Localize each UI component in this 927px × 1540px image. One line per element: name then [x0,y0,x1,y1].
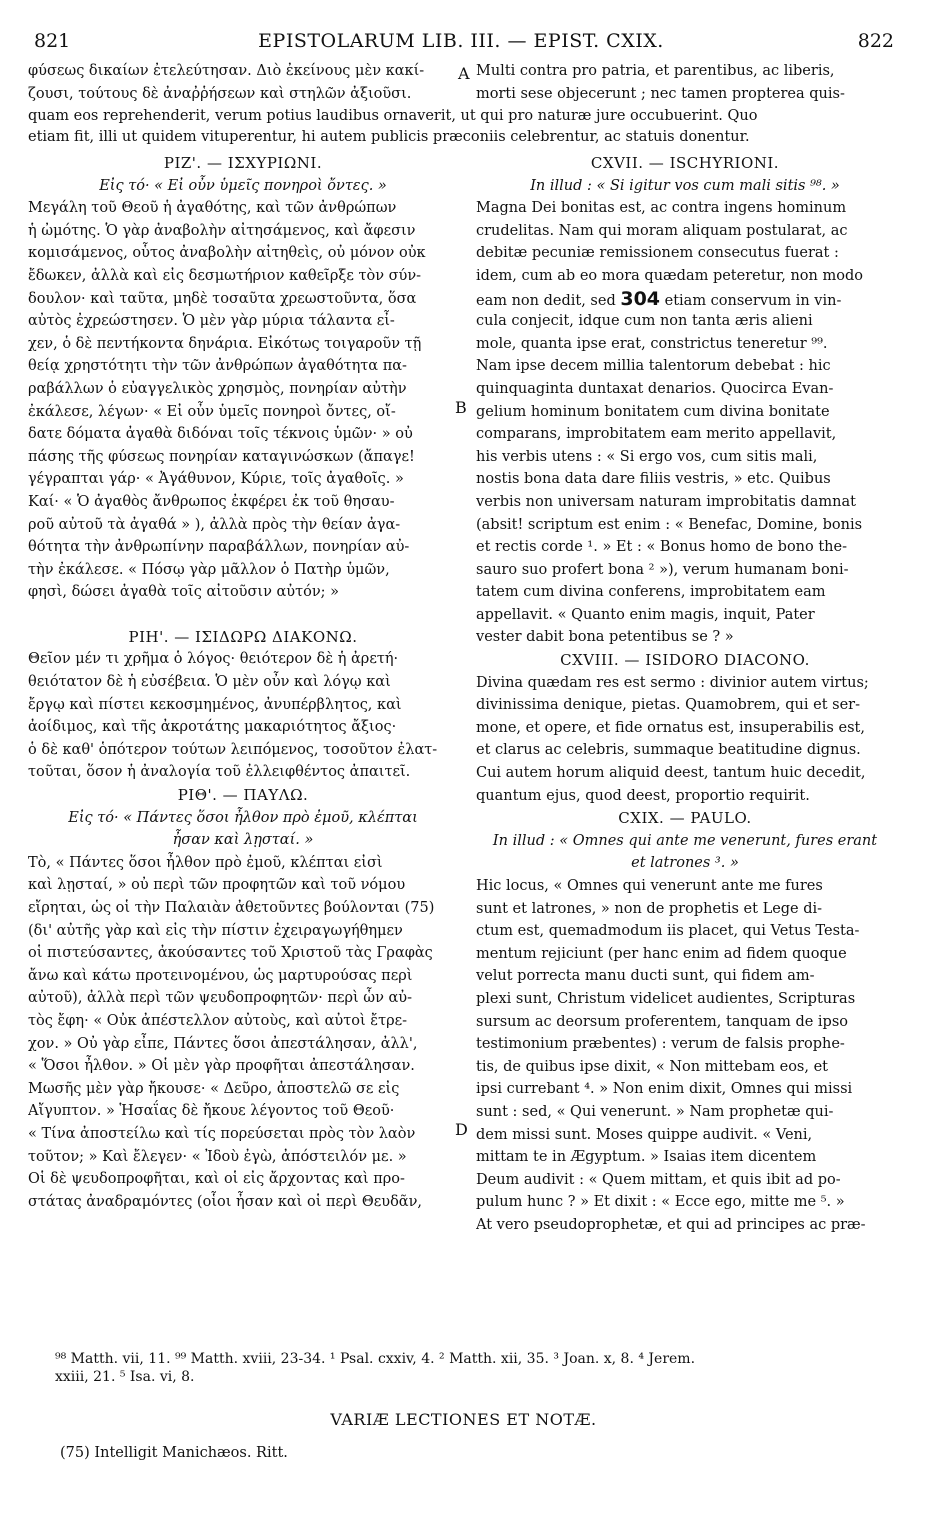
text-line: vester dabit bona petentibus se ? » [476,629,734,646]
greek-column [28,152,458,1213]
text-line: Nam ipse decem millia talentorum debebat : hic [476,358,831,375]
text-line: θότητα τὴν ἀνθρωπίνην παραβάλλων, πονηρίαν αὐ- [28,539,410,556]
top-full-width-text [28,106,894,148]
text-line: ροῦ αὐτοῦ τὰ ἀγαθά » ), ἀλλὰ πρὸς τὴν θείαν ἀγα- [28,516,401,533]
text-line: ipsi currebant ⁴. » Non enim dixit, Omnes qui missi [476,1081,853,1098]
text-line: Οἱ δὲ ψευδοπροφῆται, καὶ οἱ εἰς ἄρχοντας καὶ προ- [28,1171,405,1188]
margin-letter-b: B [455,398,467,417]
text-line: οἱ πιστεύσαντες, ἀκούσαντες τοῦ Χριστοῦ τὰς Γραφὰς [28,945,433,962]
text-line: πάσης τῆς φύσεως πονηρίαν καταγινώσκων (ἄπαγε! [28,448,415,465]
text-line: χεν, ὁ δὲ πεντήκοντα δηνάρια. Εἰκότως τοιγαροῦν τῇ [28,335,422,352]
variae-lectiones-title: VARIÆ LECTIONES ET NOTÆ. [330,1410,597,1429]
letter-title-117-greek: PIZ'. — ΙΣΧΥΡΙΩΝΙ. [163,154,323,172]
letter-body-118-greek [28,648,458,784]
text-line: testimonium præbentes) : verum de falsis prophe- [476,1036,845,1053]
page-header [28,30,894,58]
text-line: ραβάλλων ὁ εὐαγγελικὸς χρησμὸς, πονηρίαν αὐτὴν [28,380,407,397]
text-line: ctum est, quemadmodum iis placet, qui Vetus Testa- [476,923,860,940]
margin-letter-d: D [455,1120,468,1139]
text-line: sunt et latrones, » non de prophetis et Lege di- [476,900,823,917]
text-line: τοῦται, ὅσον ἡ ἀναλογία τοῦ ἐλλειφθέντος ἀπαιτεῖ. [28,764,411,781]
letter-title-119-latin: CXIX. — PAULO. [618,809,752,828]
text-line: ἔργῳ καὶ πίστει κεκοσμημένος, ἀνυπέρβλητος, καὶ [28,696,402,713]
text-line: Μωσῆς μὲν γὰρ ἤκουσε· « Δεῦρο, ἀποστελῶ σε εἰς [28,1080,400,1097]
text-line: dem missi sunt. Moses quippe audivit. « Veni, [476,1126,813,1143]
running-title: EPISTOLARUM LIB. III. — EPIST. CXIX. [258,30,664,52]
text-line: idem, cum ab eo mora quædam peteretur, non modo [476,267,863,284]
letter-body-117-greek [28,197,458,604]
text-line: (absit! scriptum est enim : « Benefac, Domine, bonis [476,516,863,533]
page-number-right: 822 [857,30,894,52]
letter-subtitle-117-latin: In illud : « Si igitur vos cum mali sitis ⁹⁸. » [530,177,840,194]
footnote-line: ⁹⁸ Matth. vii, 11. ⁹⁹ Matth. xviii, 23-34. ¹ Psal. cxxiv, 4. ² Matth. xii, 35. ³ Joan. x, 8. ⁴ Jerem. [55,1351,696,1367]
text-line: (δι' αὐτῆς γὰρ καὶ εἰς τὴν πίστιν ἐχειραγωγήθημεν [28,922,403,939]
text-line: ἐκάλεσε, λέγων· « Εἰ οὖν ὑμεῖς πονηροὶ ὄντες, οἴ- [28,403,396,420]
text-line: Αἴγυπτον. » Ἡσαΐας δὲ ἤκουε λέγοντος τοῦ Θεοῦ· [28,1103,395,1120]
text-line: sauro suo profert bona ² »), verum humanam boni- [476,561,849,578]
text-line: mone, et opere, et fide ornatus est, insuperabilis est, [476,719,865,736]
text-line: Multi contra pro patria, et parentibus, ac liberis, [476,63,835,79]
text-line: θειότατον δὲ ἡ εὐσέβεια. Ὁ μὲν οὖν καὶ λόγῳ καὶ [28,674,391,691]
letter-subtitle-119-greek-cont: ἦσαν καὶ λῃσταί. » [172,832,314,849]
text-line: sunt : sed, « Qui venerunt. » Nam prophetæ qui- [476,1103,834,1120]
footnote-line: xxiii, 21. ⁵ Isa. vi, 8. [55,1369,195,1385]
letter-title-118-latin: CXVIII. — ISIDORO DIACONO. [560,651,810,670]
text-line: τοῦτον; » Καὶ ἔλεγεν· « Ἰδοὺ ἐγὼ, ἀπόστειλόν με. » [28,1148,407,1165]
text-line: « Τίνα ἀποστείλω καὶ τίς πορεύσεται πρὸς τὸν λαὸν [28,1125,416,1142]
text-line: γέγραπται γάρ· « Ἀγάθυνον, Κύριε, τοῖς ἀγαθοῖς. » [28,471,404,488]
text-line: mittam te in Ægyptum. » Isaias item dicentem [476,1149,817,1166]
text-line: pulum hunc ? » Et dixit : « Ecce ego, mitte me ⁵. » [476,1194,845,1211]
letter-subtitle-119-latin: In illud : « Omnes qui ante me venerunt, fures erant [492,832,878,849]
letter-subtitle-119-greek: Εἰς τό· « Πάντες ὅσοι ἦλθον πρὸ ἐμοῦ, κλέπται [68,809,418,826]
text-line: Μεγάλη τοῦ Θεοῦ ἡ ἀγαθότης, καὶ τῶν ἀνθρώπων [28,200,397,217]
text-line: plexi sunt, Christum videlicet audientes, Scripturas [476,990,856,1007]
top-left-continuation [28,60,458,105]
text-line: cula conjecit, idque cum non tanta æris alieni [476,313,813,330]
text-line: εἴρηται, ὡς οἱ τὴν Παλαιὰν ἀθετοῦντες βούλονται (75) [28,900,435,916]
text-line: φησὶ, δώσει ἀγαθὰ τοῖς αἰτοῦσιν αὐτόν; » [28,584,340,601]
top-right-continuation [476,60,894,105]
text-line: appellavit. « Quanto enim magis, inquit, Pater [476,606,815,623]
letter-subtitle-119-latin-cont: et latrones ³. » [631,855,739,872]
text-line: crudelitas. Nam qui moram aliquam postularat, ac [476,222,848,239]
text-line: αὐτοῦ), ἀλλὰ περὶ τῶν ψευδοπροφητῶν· περὶ ὧν αὐ- [28,990,413,1007]
text-line: divinissima denique, pietas. Quamobrem, qui et ser- [476,697,860,714]
text-line: ἀοίδιμος, καὶ τῆς ἀκροτάτης μακαριότητος ἄξιος· [28,719,397,736]
text-line: ἄνω καὶ κάτω προτεινομένου, ὡς μαρτυρούσας περὶ [28,967,413,984]
latin-column [476,152,894,1237]
letter-title-119-greek: PIΘ'. — ΠΑΥΛΩ. [177,786,309,805]
text-line: morti sese objecerunt ; nec tamen propterea quis- [476,85,845,102]
column-page-marker: 304 [620,287,661,310]
text-line: velut porrecta manu ducti sunt, qui fidem am- [476,968,815,985]
text-line: τὴν ἐκάλεσε. « Πόσῳ γὰρ μᾶλλον ὁ Πατὴρ ὑμῶν, [28,561,390,578]
text-line: Cui autem horum aliquid deest, tantum huic decedit, [476,765,866,782]
text-line: στάτας ἀναδραμόντες (οἷοι ἦσαν καὶ οἱ περὶ Θευδᾶν, [28,1193,423,1210]
text-line: comparans, improbitatem eam merito appellavit, [476,426,837,443]
text-line: Καί· « Ὁ ἀγαθὸς ἄνθρωπος ἐκφέρει ἐκ τοῦ θησαυ- [28,493,395,510]
text-line: Τὸ, « Πάντες ὅσοι ἦλθον πρὸ ἐμοῦ, κλέπται εἰσὶ [28,854,383,871]
text-line: αὐτὸς ἐχρεώστησεν. Ὁ μὲν γὰρ μύρια τάλαντα εἶ- [28,313,395,330]
text-line: τὸς ἔφη· « Οὐκ ἀπέστελλον αὐτοὺς, καὶ αὐτοὶ ἔτρε- [28,1012,408,1029]
text-line: gelium hominum bonitatem cum divina bonitate [476,403,830,420]
text-line: his verbis utens : « Si ergo vos, cum sitis mali, [476,448,818,465]
text-line: mentum rejiciunt (per hanc enim ad fidem quoque [476,945,847,962]
letter-title-117-latin: CXVII. — ISCHYRIONI. [590,154,780,172]
letter-body-119-latin [476,875,894,1237]
text-line: et clarus ac celebris, summaque beatitudine dignus. [476,742,861,759]
text-line: Deum audivit : « Quem mittam, et quis ibit ad po- [476,1171,841,1188]
text-line: Hic locus, « Omnes qui venerunt ante me fures [476,878,823,894]
text-line: sursum ac deorsum proferentem, tanquam de ipso [476,1013,849,1030]
text-line: etiam fit, illi ut quidem vituperentur, hi autem publicis præconiis celebrentur, ac statuis donentur. [28,129,750,145]
text-line: mole, quanta ipse erat, constrictus teneretur ⁹⁹. [476,335,828,352]
editorial-note: (75) Intelligit Manichæos. Ritt. [60,1445,288,1461]
text-line: καὶ λῃσταί, » οὐ περὶ τῶν προφητῶν καὶ τοῦ νόμου [28,877,406,894]
text-line: et rectis corde ¹. » Et : « Bonus homo de bono the- [476,539,848,556]
margin-letter-a: A [458,64,470,83]
text-line: tatem cum divina conferens, improbitatem eam [476,584,826,601]
scripture-footnotes [55,1350,895,1386]
text-line: φύσεως δικαίων ἐτελεύτησαν. Διὸ ἐκείνους μὲν κακί- [28,63,425,79]
text-line: Magna Dei bonitas est, ac contra ingens hominum [476,200,847,217]
text-line: quantum ejus, quod deest, proportio requirit. [476,787,810,804]
text-line: quam eos reprehenderit, verum potius laudibus ornaverit, ut qui pro naturæ jure occubuerint. Quo [28,108,758,124]
letter-body-117-latin [476,197,894,649]
text-line: debitæ pecuniæ remissionem consecutus fuerat : [476,245,839,262]
text-line: verbis non universam naturam improbitatis damnat [476,493,856,510]
letter-body-118-latin [476,672,894,808]
letter-title-118-greek: PIH'. — ΙΣΙΔΩΡΩ ΔΙΑΚΟΝΩ. [128,627,358,646]
text-line: ἡ ὠμότης. Ὁ γὰρ ἀναβολὴν αἰτησάμενος, καὶ ἄφεσιν [28,222,416,239]
text-line: nostis bona data dare filiis vestris, » etc. Quibus [476,471,831,488]
text-line: ζουσι, τούτους δὲ ἀναῤῥήσεων καὶ στηλῶν ἀξιοῦσι. [28,85,412,102]
text-line: δουλον· καὶ ταῦτα, μηδὲ τοσαῦτα χρεωστοῦντα, ὅσα [28,290,417,307]
text-line: Θεῖον μέν τι χρῆμα ὁ λόγος· θειότερον δὲ ἡ ἀρετή· [28,651,399,668]
text-line: « Ὅσοι ἦλθον. » Οἱ μὲν γὰρ προφῆται ἀπεστάλησαν. [28,1058,415,1075]
letter-body-119-greek [28,852,458,1214]
text-line: At vero pseudoprophetæ, et qui ad principes ac præ- [476,1216,866,1233]
letter-subtitle-117-greek: Εἰς τό· « Εἰ οὖν ὑμεῖς πονηροὶ ὄντες. » [99,177,387,194]
text-line: κομισάμενος, οὗτος ἀναβολὴν αἰτηθεὶς, οὐ μόνον οὐκ [28,245,426,262]
text-line: Divina quædam res est sermo : divinior autem virtus; [476,674,869,691]
text-line: θείᾳ χρηστότητι τὴν τῶν ἀνθρώπων ἀγαθότητα πα- [28,358,407,375]
text-line: χον. » Οὐ γὰρ εἶπε, Πάντες ὅσοι ἀπεστάλησαν, ἀλλ', [28,1035,418,1052]
page-number-left: 821 [34,30,71,52]
text-line: tis, de quibus ipse dixit, « Non mittebam eos, et [476,1058,828,1075]
text-line: ὁ δὲ καθ' ὁπότερον τούτων λειπόμενος, τοσοῦτον ἐλατ- [28,741,438,758]
text-line: eam non dedit, sed 304 etiam conservum in vin- [476,287,842,310]
text-line: quinquaginta duntaxat denarios. Quocirca Evan- [476,380,834,397]
text-line: δατε δόματα ἀγαθὰ διδόναι τοῖς τέκνοις ὑμῶν· » οὐ [28,426,413,443]
text-line: ἔδωκεν, ἀλλὰ καὶ εἰς δεσμωτήριον καθεῖρξε τὸν σύν- [28,267,422,284]
